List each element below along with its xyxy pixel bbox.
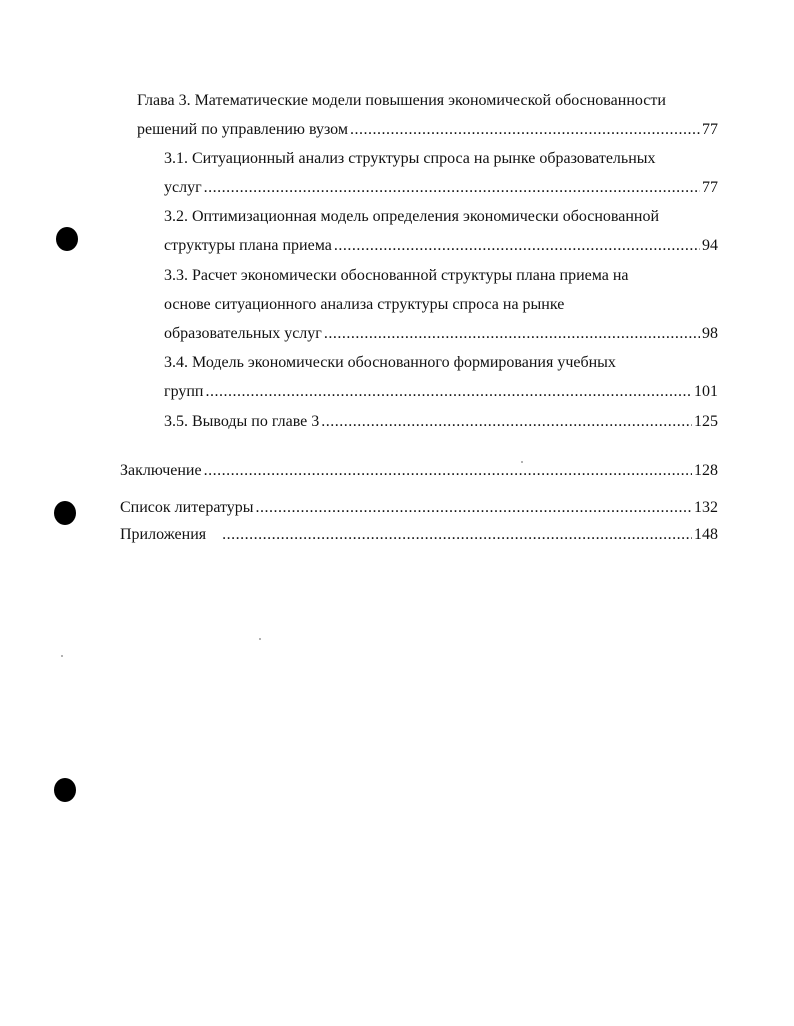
- binder-hole-bottom: [54, 778, 76, 802]
- toc-section-3-2-title: 3.2. Оптимизационная модель определения экономически обоснованной: [164, 208, 660, 225]
- binder-hole-middle: [54, 501, 76, 525]
- dot-leader: [324, 324, 700, 344]
- toc-references-title: Список литературы: [120, 499, 254, 516]
- toc-section-3-1-page: 77: [702, 179, 718, 196]
- binder-hole-top: [56, 227, 78, 251]
- toc-section-3-4-entry: [164, 382, 718, 402]
- toc-references-entry: [120, 498, 718, 518]
- toc-chapter3-title: Глава 3. Математические модели повышения экономической обоснованности: [137, 92, 666, 109]
- toc-section-3-1-entry: [164, 178, 718, 198]
- toc-section-3-3-entry: [164, 324, 718, 344]
- toc-section-3-4-page: 101: [694, 383, 718, 400]
- toc-section-3-2-entry: [164, 236, 718, 256]
- toc-references-page: 132: [694, 499, 718, 516]
- toc-section-3-3-title-end: образовательных услуг: [164, 325, 322, 342]
- toc-section-3-5-page: 125: [694, 413, 718, 430]
- dot-leader: [204, 178, 700, 198]
- toc-conclusion-page: 128: [694, 462, 718, 479]
- dot-leader: [321, 412, 692, 432]
- toc-chapter3-title-cont: решений по управлению вузом: [137, 121, 348, 138]
- dot-leader: [334, 236, 700, 256]
- toc-chapter3-entry: [137, 120, 718, 140]
- toc-section-3-2-page: 94: [702, 237, 718, 254]
- toc-conclusion-entry: [120, 461, 718, 481]
- toc-section-3-4-title-cont: групп: [164, 383, 204, 400]
- toc-section-3-3-title-cont: основе ситуационного анализа структуры спроса на рынке: [164, 296, 565, 313]
- dot-leader: [204, 461, 692, 481]
- toc-appendices-entry: [120, 525, 718, 545]
- scan-speck: [61, 655, 63, 657]
- toc-section-3-3-page: 98: [702, 325, 718, 342]
- dot-leader: [350, 120, 700, 140]
- toc-appendices-title: Приложения: [120, 526, 207, 543]
- dot-leader: [256, 498, 692, 518]
- scan-speck: [259, 638, 261, 640]
- toc-section-3-1-title-cont: услуг: [164, 179, 202, 196]
- dot-leader: [205, 382, 692, 402]
- toc-appendices-page: 148: [694, 526, 718, 543]
- toc-chapter3-page: 77: [702, 121, 718, 138]
- toc-conclusion-title: Заключение: [120, 462, 202, 479]
- toc-section-3-5-entry: [164, 412, 718, 432]
- toc-section-3-2-title-cont: структуры плана приема: [164, 237, 332, 254]
- toc-section-3-3-title: 3.3. Расчет экономически обоснованной структуры плана приема на: [164, 267, 629, 284]
- toc-section-3-4-title: 3.4. Модель экономически обоснованного формирования учебных: [164, 354, 616, 371]
- toc-section-3-5-title: 3.5. Выводы по главе 3: [164, 413, 320, 430]
- toc-section-3-1-title: 3.1. Ситуационный анализ структуры спроса на рынке образовательных: [164, 150, 656, 167]
- dot-leader: [222, 525, 692, 545]
